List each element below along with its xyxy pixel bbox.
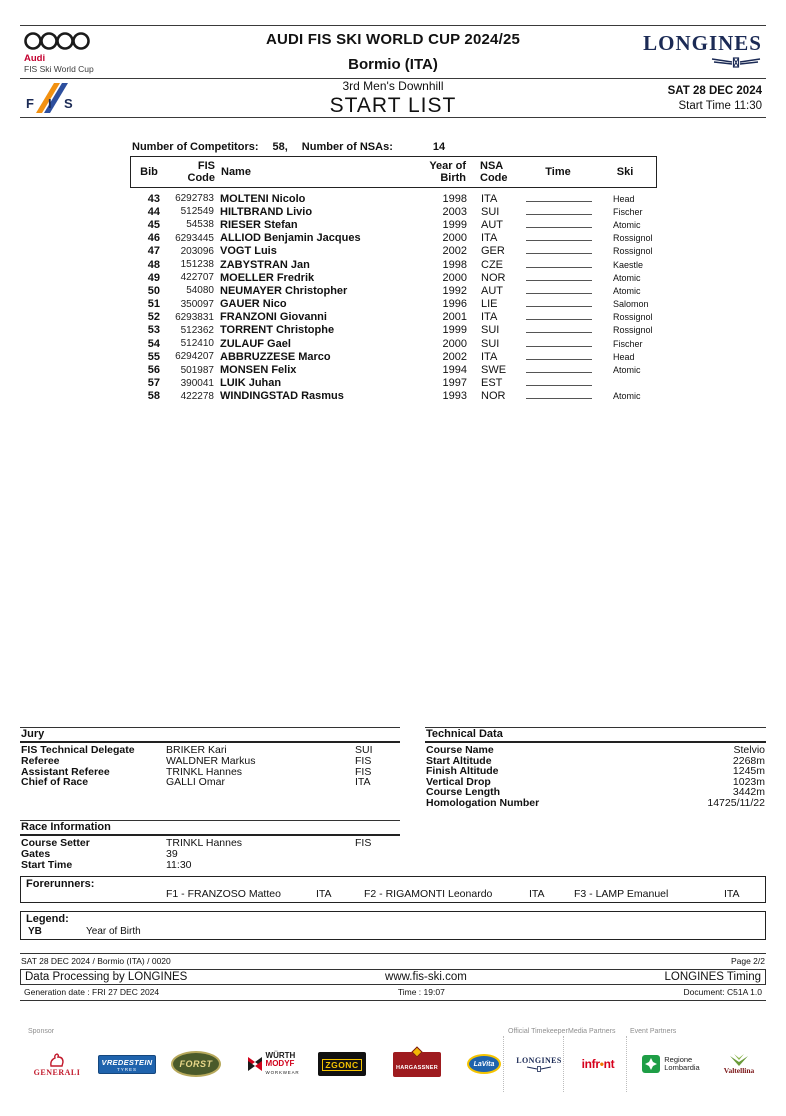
- ski-brand: Rossignol: [613, 246, 653, 257]
- nsas-label: Number of NSAs:: [301, 141, 393, 153]
- time-cell: [523, 193, 595, 205]
- bib-number: 45: [147, 218, 160, 231]
- sponsor-divider: [503, 1036, 504, 1092]
- longines-logo: [612, 31, 762, 74]
- nsa-code: SUI: [481, 205, 500, 218]
- column-header-nsa-code: NSA Code: [480, 160, 508, 184]
- nsa-code: ITA: [481, 311, 498, 324]
- athlete-name: NEUMAYER Christopher: [220, 284, 348, 297]
- race-info-value: 11:30: [166, 858, 192, 871]
- table-row: [130, 284, 657, 297]
- longines-sponsor-logo: LONGINES: [514, 1044, 564, 1084]
- forerunner-nation: ITA: [316, 888, 332, 900]
- lavita-logo: LaVita: [466, 1044, 502, 1084]
- ski-brand: Kaestle: [613, 259, 644, 270]
- table-row: [130, 218, 657, 231]
- time-cell: [523, 245, 595, 257]
- bib-number: 47: [147, 245, 160, 258]
- athlete-name: ZULAUF Gael: [220, 337, 291, 350]
- ski-brand: Atomic: [613, 365, 641, 376]
- fis-code: 350097: [180, 298, 214, 310]
- startlist-header-row: [130, 156, 657, 188]
- table-row: [130, 324, 657, 337]
- year-of-birth: 1996: [442, 298, 467, 311]
- svg-text:I: I: [48, 96, 52, 111]
- year-of-birth: 1999: [442, 218, 467, 231]
- header-titles: [174, 31, 612, 73]
- athlete-name: TORRENT Christophe: [220, 324, 335, 337]
- document-footer: [20, 953, 766, 1001]
- race-subtitle: 3rd Men's Downhill: [342, 78, 444, 93]
- year-of-birth: 2002: [442, 350, 467, 363]
- time-blank-line: [526, 351, 592, 360]
- jury-role: Assistant Referee: [21, 765, 110, 778]
- legend-key: YB: [28, 926, 42, 937]
- wuerth-modyf-logo: WÜRTH MODYF WORKWEAR: [238, 1044, 308, 1084]
- bib-number: 43: [147, 192, 160, 205]
- competitors-summary: [130, 141, 657, 153]
- column-header-ski: Ski: [616, 166, 634, 178]
- year-of-birth: 2003: [442, 205, 467, 218]
- time-cell: [523, 364, 595, 376]
- jury-member-nation: ITA: [355, 776, 371, 789]
- page-number: Page 2/2: [730, 956, 765, 966]
- wuerth-mark-icon: [247, 1056, 263, 1072]
- year-of-birth: 2001: [442, 311, 467, 324]
- time-cell: [523, 377, 595, 389]
- technical-data-label: Finish Altitude: [426, 765, 499, 778]
- table-row: [130, 232, 657, 245]
- audi-fis-ski-world-cup-label: FIS Ski World Cup: [24, 64, 94, 74]
- time-blank-line: [526, 232, 592, 241]
- audi-rings-icon: [24, 30, 174, 52]
- technical-data-row: [425, 745, 766, 756]
- ski-brand: Atomic: [613, 285, 641, 296]
- race-info-value: 39: [166, 847, 178, 860]
- header-row-2: [20, 79, 766, 117]
- nsa-code: CZE: [481, 258, 503, 271]
- year-of-birth: 2000: [442, 271, 467, 284]
- athlete-name: VOGT Luis: [220, 245, 277, 258]
- footer-generation-row: [20, 985, 766, 1001]
- generali-logo: GENERALI: [28, 1044, 86, 1084]
- table-row: [130, 271, 657, 284]
- nsa-code: EST: [481, 377, 503, 390]
- time-cell: [523, 272, 595, 284]
- legend-heading: Legend:: [26, 913, 69, 925]
- technical-data-value: Stelvio: [733, 744, 765, 756]
- year-of-birth: 1994: [442, 364, 467, 377]
- forerunner-nation: ITA: [724, 888, 740, 900]
- zgonc-logo: ZGONC: [316, 1044, 368, 1084]
- official-timekeeper-label: Official Timekeeper: [508, 1028, 568, 1035]
- fis-code: 422707: [180, 272, 214, 284]
- table-row: [130, 245, 657, 258]
- time-cell: [523, 324, 595, 336]
- nsa-code: SUI: [481, 337, 500, 350]
- time-blank-line: [526, 219, 592, 228]
- technical-data-label: Vertical Drop: [426, 775, 491, 788]
- race-info-label: Gates: [21, 847, 51, 860]
- jury-member-name: GALLI Omar: [166, 776, 225, 789]
- jury-member-name: WALDNER Markus: [166, 754, 256, 767]
- athlete-name: GAUER Nico: [220, 298, 287, 311]
- table-row: [130, 311, 657, 324]
- bib-number: 48: [147, 258, 160, 271]
- race-information-row: [20, 849, 400, 860]
- forerunner-name: F3 - LAMP Emanuel: [574, 888, 669, 900]
- jury-member-nation: SUI: [355, 744, 373, 756]
- time-blank-line: [526, 390, 592, 399]
- time-blank-line: [526, 206, 592, 215]
- technical-data-label: Course Name: [426, 744, 494, 756]
- jury-member-nation: FIS: [355, 765, 372, 778]
- bib-number: 44: [147, 205, 160, 218]
- ski-brand: Rossignol: [613, 312, 653, 323]
- regione-lombardia-logo: Regione Lombardia: [636, 1044, 706, 1084]
- time-blank-line: [526, 259, 592, 268]
- ski-brand: Atomic: [613, 272, 641, 283]
- fis-code: 512410: [180, 338, 214, 350]
- fis-code: 422278: [180, 390, 214, 402]
- athlete-name: MOELLER Fredrik: [220, 271, 315, 284]
- year-of-birth: 1992: [442, 284, 467, 297]
- fis-code: 512362: [180, 324, 214, 336]
- fis-code: 512549: [180, 206, 214, 218]
- race-information-section: [20, 820, 400, 870]
- jury-role: Referee: [21, 754, 60, 767]
- audi-fis-logo: [24, 30, 174, 74]
- time-blank-line: [526, 298, 592, 307]
- infront-dot-icon: •: [599, 1057, 604, 1071]
- technical-data-section: [425, 727, 766, 809]
- bib-number: 55: [147, 350, 160, 363]
- athlete-name: ALLIOD Benjamin Jacques: [220, 232, 361, 245]
- race-information-rows: [20, 838, 400, 870]
- table-row: [130, 363, 657, 376]
- ski-brand: Rossignol: [613, 233, 653, 244]
- fis-logo: [24, 81, 174, 115]
- fis-code: 6294207: [175, 351, 214, 363]
- race-date-block: [612, 85, 762, 112]
- jury-member-nation: FIS: [355, 754, 372, 767]
- race-date: SAT 28 DEC 2024: [667, 84, 762, 97]
- jury-member-name: TRINKL Hannes: [166, 765, 243, 778]
- fis-code: 501987: [180, 364, 214, 376]
- bib-number: 52: [147, 311, 160, 324]
- legend-section: [20, 911, 766, 940]
- athlete-name: ZABYSTRAN Jan: [220, 258, 310, 271]
- hargassner-logo: HARGASSNER: [390, 1044, 444, 1084]
- technical-data-value: 2268m: [732, 754, 765, 767]
- athlete-name: RIESER Stefan: [220, 218, 298, 231]
- nsa-code: AUT: [481, 284, 503, 297]
- race-info-label: Course Setter: [21, 837, 90, 849]
- athlete-name: WINDINGSTAD Rasmus: [220, 390, 344, 403]
- fis-code: 54538: [186, 219, 214, 231]
- longines-winged-hourglass-icon: [710, 56, 762, 69]
- technical-data-row: [425, 798, 766, 809]
- bib-number: 49: [147, 271, 160, 284]
- fis-website: www.fis-ski.com: [385, 971, 467, 983]
- valtellina-leaf-icon: [728, 1054, 750, 1066]
- bib-number: 53: [147, 324, 160, 337]
- ski-brand: Fischer: [613, 338, 643, 349]
- race-information-row: [20, 838, 400, 849]
- time-blank-line: [526, 272, 592, 281]
- time-cell: [523, 285, 595, 297]
- forst-logo: FORST: [170, 1044, 222, 1084]
- time-blank-line: [526, 364, 592, 373]
- fis-code: 54080: [186, 285, 214, 297]
- time-blank-line: [526, 377, 592, 386]
- jury-row: [20, 756, 400, 767]
- startlist-rows: [130, 192, 657, 403]
- time-blank-line: [526, 245, 592, 254]
- competitors-label: Number of Competitors:: [132, 141, 259, 153]
- race-info-label: Start Time: [21, 858, 73, 871]
- event-partners-label: Event Partners: [630, 1028, 677, 1035]
- nsas-count: 14: [432, 141, 446, 153]
- time-cell: [523, 311, 595, 323]
- nsa-code: NOR: [481, 271, 506, 284]
- forerunners-heading: Forerunners:: [26, 878, 95, 890]
- time-cell: [523, 298, 595, 310]
- table-row: [130, 390, 657, 403]
- fis-code: 203096: [180, 245, 214, 257]
- sponsor-divider: [626, 1036, 627, 1092]
- ski-brand: Salomon: [613, 299, 649, 310]
- technical-data-label: Homologation Number: [426, 796, 540, 809]
- fis-code: 390041: [180, 377, 214, 389]
- jury-role: FIS Technical Delegate: [21, 744, 135, 756]
- fis-code: 6293831: [175, 311, 214, 323]
- footer-event-row: [20, 953, 766, 969]
- svg-text:F: F: [26, 96, 34, 111]
- document-title: START LIST: [329, 93, 457, 117]
- bib-number: 54: [147, 337, 160, 350]
- year-of-birth: 1999: [442, 324, 467, 337]
- column-header-name: Name: [221, 166, 251, 178]
- forerunner-nation: ITA: [529, 888, 545, 900]
- technical-data-value: 1023m: [732, 775, 765, 788]
- legend-value: Year of Birth: [86, 926, 141, 937]
- valtellina-logo: Valtellina: [714, 1044, 764, 1084]
- technical-data-rows: [425, 745, 766, 809]
- jury-section: [20, 727, 400, 788]
- bib-number: 46: [147, 232, 160, 245]
- legend-row: [26, 926, 760, 937]
- technical-data-value: 3442m: [732, 786, 765, 799]
- document-code: Document: C51A 1.0: [683, 987, 762, 997]
- technical-data-heading: Technical Data: [425, 727, 766, 743]
- sponsor-group-label: Sponsor: [28, 1028, 55, 1035]
- footer-event-line: SAT 28 DEC 2024 / Bormio (ITA) / 0020: [21, 956, 171, 966]
- generation-time: Time : 19:07: [397, 987, 445, 997]
- fis-code: 151238: [180, 259, 214, 271]
- generali-lion-icon: [47, 1052, 67, 1068]
- competitors-count: 58,: [272, 141, 288, 153]
- nsa-code: ITA: [481, 350, 498, 363]
- year-of-birth: 2000: [442, 337, 467, 350]
- race-titles: [174, 79, 612, 118]
- time-cell: [523, 219, 595, 231]
- fis-code: 6293445: [175, 232, 214, 244]
- nsa-code: AUT: [481, 218, 503, 231]
- jury-rows: [20, 745, 400, 788]
- ski-brand: Fischer: [613, 206, 643, 217]
- athlete-name: MONSEN Felix: [220, 364, 297, 377]
- time-cell: [523, 206, 595, 218]
- header-row-1: [20, 26, 766, 78]
- longines-winged-hourglass-icon: [526, 1065, 552, 1073]
- media-partners-label: Media Partners: [568, 1028, 616, 1035]
- audi-wordmark: Audi: [24, 53, 46, 64]
- time-cell: [523, 259, 595, 271]
- race-info-value: TRINKL Hannes: [166, 837, 243, 849]
- svg-text:S: S: [64, 96, 73, 111]
- time-cell: [523, 232, 595, 244]
- forerunner-name: F1 - FRANZOSO Matteo: [166, 888, 281, 900]
- time-blank-line: [526, 338, 592, 347]
- athlete-name: HILTBRAND Livio: [220, 205, 313, 218]
- sponsors-section: [20, 1028, 766, 1108]
- nsa-code: NOR: [481, 390, 506, 403]
- ski-brand: Atomic: [613, 391, 641, 402]
- nsa-code: ITA: [481, 192, 498, 205]
- nsa-code: SUI: [481, 324, 500, 337]
- year-of-birth: 1993: [442, 390, 467, 403]
- technical-data-value: 1245m: [732, 765, 765, 778]
- jury-member-name: BRIKER Kari: [166, 744, 227, 756]
- document-header: [20, 25, 766, 118]
- table-row: [130, 350, 657, 363]
- time-blank-line: [526, 285, 592, 294]
- technical-data-label: Course Length: [426, 786, 501, 799]
- race-start-time: Start Time 11:30: [678, 99, 762, 112]
- column-header-fis-code: FIS Code: [187, 160, 215, 184]
- rosa-camuna-icon: [642, 1055, 660, 1073]
- race-information-row: [20, 860, 400, 871]
- time-blank-line: [526, 193, 592, 202]
- jury-row: [20, 777, 400, 788]
- ski-brand: Atomic: [613, 219, 641, 230]
- nsa-code: ITA: [481, 232, 498, 245]
- nsa-code: SWE: [481, 364, 507, 377]
- table-row: [130, 337, 657, 350]
- race-information-heading: Race Information: [20, 820, 400, 836]
- technical-data-label: Start Altitude: [426, 754, 492, 767]
- ski-brand: Rossignol: [613, 325, 653, 336]
- venue-title: Bormio (ITA): [348, 56, 438, 73]
- fis-code: 6292783: [175, 193, 214, 205]
- forerunner-name: F2 - RIGAMONTI Leonardo: [364, 888, 493, 900]
- time-blank-line: [526, 311, 592, 320]
- table-row: [130, 377, 657, 390]
- longines-wordmark: LONGINES: [643, 30, 762, 55]
- vredestein-logo: VREDESTEIN TYRES: [96, 1044, 158, 1084]
- athlete-name: ABBRUZZESE Marco: [220, 350, 331, 363]
- event-title: AUDI FIS SKI WORLD CUP 2024/25: [265, 31, 521, 48]
- ski-brand: Head: [613, 351, 635, 362]
- table-row: [130, 258, 657, 271]
- time-cell: [523, 338, 595, 350]
- column-header-time: Time: [545, 166, 571, 178]
- bib-number: 50: [147, 284, 160, 297]
- jury-heading: Jury: [20, 727, 400, 743]
- time-cell: [523, 351, 595, 363]
- athlete-name: FRANZONI Giovanni: [220, 311, 327, 324]
- forerunners-section: [20, 876, 766, 903]
- data-processing-label: Data Processing by LONGINES: [25, 971, 188, 983]
- bib-number: 56: [147, 364, 160, 377]
- year-of-birth: 1997: [442, 377, 467, 390]
- column-header-year-of-birth: Year of Birth: [429, 160, 466, 184]
- hargassner-diamond-icon: [411, 1046, 422, 1057]
- race-info-nation: [355, 849, 400, 860]
- bib-number: 51: [147, 298, 160, 311]
- footer-processing-row: [20, 969, 766, 985]
- ski-brand: Head: [613, 193, 635, 204]
- nsa-code: GER: [481, 245, 505, 258]
- race-info-nation: [355, 860, 400, 871]
- nsa-code: LIE: [481, 298, 498, 311]
- athlete-name: MOLTENI Nicolo: [220, 192, 306, 205]
- jury-role: Chief of Race: [21, 776, 89, 789]
- year-of-birth: 2002: [442, 245, 467, 258]
- table-row: [130, 192, 657, 205]
- infront-logo: infr•nt: [581, 1057, 615, 1071]
- table-row: [130, 298, 657, 311]
- year-of-birth: 1998: [442, 258, 467, 271]
- forerunners-row: [166, 888, 760, 900]
- time-blank-line: [526, 324, 592, 333]
- year-of-birth: 2000: [442, 232, 467, 245]
- bib-number: 57: [147, 377, 160, 390]
- athlete-name: LUIK Juhan: [220, 377, 282, 390]
- time-cell: [523, 390, 595, 402]
- longines-timing-label: LONGINES Timing: [664, 971, 761, 983]
- startlist-section: [130, 141, 657, 403]
- technical-data-value: 14725/11/22: [707, 796, 765, 809]
- table-row: [130, 205, 657, 218]
- generation-date: Generation date : FRI 27 DEC 2024: [24, 987, 160, 997]
- year-of-birth: 1998: [442, 192, 467, 205]
- column-header-bib: Bib: [140, 166, 158, 178]
- race-info-nation: FIS: [355, 837, 372, 849]
- bib-number: 58: [147, 390, 160, 403]
